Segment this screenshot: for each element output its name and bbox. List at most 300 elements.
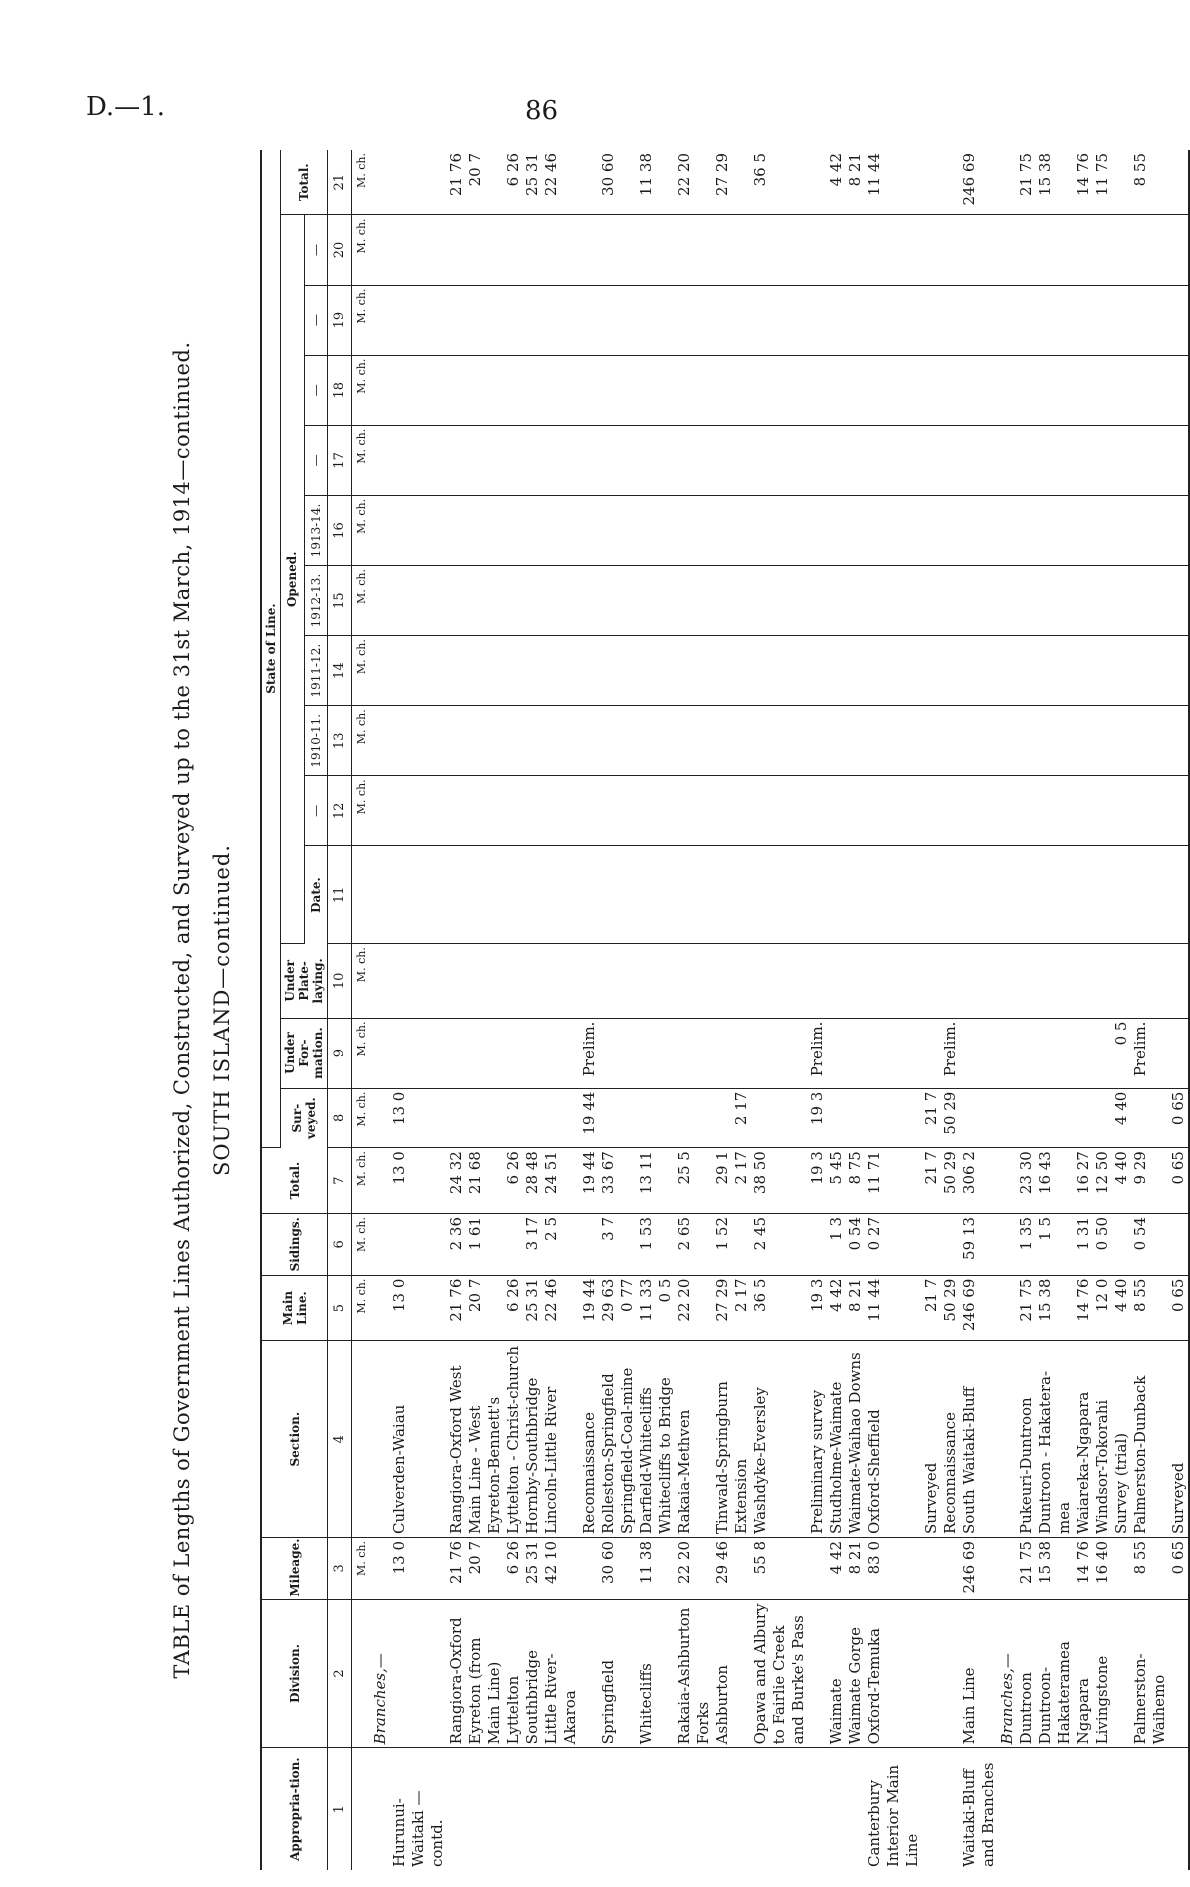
main-line-cell: 4 40 (1112, 1275, 1131, 1341)
opened-year-cell (751, 776, 808, 846)
opened-year-cell (637, 215, 656, 285)
opened-year-cell (580, 776, 599, 846)
col-number: 6 (328, 1214, 352, 1276)
sidings-cell: 2 5 (542, 1214, 580, 1276)
section-cell: Duntroon - Hakatera-mea (1036, 1341, 1074, 1538)
date-cell (1074, 846, 1093, 944)
opened-year-cell (1074, 285, 1093, 355)
unit-label: M. ch. (352, 355, 372, 425)
sidings-cell: 2 36 (447, 1214, 466, 1276)
main-line-cell: 21 76 (447, 1275, 466, 1341)
opened-year-cell (1036, 636, 1074, 706)
header-total-opened: Total. (281, 150, 328, 215)
opened-year-cell (504, 636, 523, 706)
opened-year-cell (1169, 355, 1189, 425)
surveyed-cell: 19 44 (580, 1088, 599, 1147)
opened-year-cell (523, 355, 542, 425)
opened-total-cell: 11 75 (1093, 150, 1112, 215)
under-formation-cell (371, 1018, 390, 1088)
section-cell: Rakaia-Methven (675, 1341, 713, 1538)
section-cell (998, 1341, 1017, 1538)
opened-year-cell (941, 636, 960, 706)
opened-year-cell (941, 495, 960, 565)
header-1913: 1913-14. (304, 495, 328, 565)
opened-total-cell (656, 150, 675, 215)
under-platelaying-cell (732, 944, 751, 1018)
opened-year-cell (656, 425, 675, 495)
col-number: 7 (328, 1148, 352, 1214)
opened-year-cell (998, 425, 1017, 495)
header-col-17: — (304, 425, 328, 495)
under-platelaying-cell (1093, 944, 1112, 1018)
opened-year-cell (542, 215, 580, 285)
opened-year-cell (960, 285, 998, 355)
mileage-cell: 25 31 (523, 1538, 542, 1600)
opened-year-cell (751, 706, 808, 776)
under-formation-cell (675, 1018, 713, 1088)
under-platelaying-cell (1036, 944, 1074, 1018)
total-cell: 21 68 (466, 1148, 504, 1214)
appropriation-cell (1112, 1748, 1131, 1870)
opened-year-cell (523, 566, 542, 636)
opened-year-cell (1112, 425, 1131, 495)
mileage-cell: 0 65 (1169, 1538, 1189, 1600)
opened-year-cell (865, 215, 922, 285)
division-cell: Eyreton (from Main Line) (466, 1599, 504, 1748)
total-cell: 8 75 (846, 1148, 865, 1214)
opened-year-cell (732, 706, 751, 776)
opened-year-cell (599, 776, 618, 846)
division-cell: Oxford-Temuka (865, 1599, 922, 1748)
main-line-cell: 50 29 (941, 1275, 960, 1341)
opened-year-cell (713, 566, 732, 636)
sidings-cell: 1 61 (466, 1214, 504, 1276)
table-row (1169, 150, 1189, 1870)
surveyed-cell: 19 3 (808, 1088, 827, 1147)
opened-year-cell (371, 776, 390, 846)
division-cell (656, 1599, 675, 1748)
unit-label: M. ch. (352, 285, 372, 355)
opened-year-cell (846, 706, 865, 776)
opened-total-cell (371, 150, 390, 215)
under-platelaying-cell (447, 944, 466, 1018)
opened-year-cell (580, 425, 599, 495)
section-cell: Windsor-Tokorahi (1093, 1341, 1112, 1538)
mileage-cell (580, 1538, 599, 1600)
header-under-platelaying: Under Plate-laying. (281, 944, 328, 1018)
date-cell (960, 846, 998, 944)
table-row (713, 150, 732, 1870)
appropriation-cell: Canterbury Interior Main Line (865, 1764, 921, 1867)
section-cell: Surveyed (922, 1341, 941, 1538)
opened-year-cell (808, 706, 827, 776)
division-cell: Main Line (960, 1599, 998, 1748)
opened-year-cell (1074, 495, 1093, 565)
opened-year-cell (846, 425, 865, 495)
opened-year-cell (846, 285, 865, 355)
main-line-cell: 2 17 (732, 1275, 751, 1341)
main-line-cell: 22 20 (675, 1275, 713, 1341)
date-cell (580, 846, 599, 944)
header-surveyed: Sur-veyed. (281, 1088, 328, 1147)
opened-year-cell (922, 636, 941, 706)
table-head (261, 150, 371, 1870)
mileage-cell: 29 46 (713, 1538, 732, 1600)
opened-total-cell: 21 76 (447, 150, 466, 215)
under-formation-cell: Prelim. (941, 1018, 960, 1088)
mileage-cell: 55 8 (751, 1538, 808, 1600)
under-formation-cell (846, 1018, 865, 1088)
col-number: 10 (328, 944, 352, 1018)
opened-year-cell (523, 706, 542, 776)
division-cell (922, 1599, 941, 1748)
sidings-cell: 3 17 (523, 1214, 542, 1276)
main-line-cell: 8 55 (1131, 1275, 1169, 1341)
table-row (865, 150, 922, 1870)
under-platelaying-cell (542, 944, 580, 1018)
col-number: 1 (328, 1748, 352, 1870)
surveyed-cell (637, 1088, 656, 1147)
opened-year-cell (1169, 215, 1189, 285)
under-platelaying-cell (580, 944, 599, 1018)
table-row (675, 150, 713, 1870)
opened-year-cell (675, 706, 713, 776)
mileage-cell: 16 40 (1093, 1538, 1112, 1600)
date-cell (618, 846, 637, 944)
column-number-row (328, 150, 352, 1870)
opened-year-cell (1017, 776, 1036, 846)
main-line-cell: 12 0 (1093, 1275, 1112, 1341)
sidings-cell (808, 1214, 827, 1276)
appropriation-cell (523, 1748, 542, 1870)
opened-year-cell (827, 495, 846, 565)
section-cell: Oxford-Sheffield (865, 1341, 922, 1538)
surveyed-cell (1131, 1088, 1169, 1147)
opened-year-cell (998, 566, 1017, 636)
opened-year-cell (941, 706, 960, 776)
division-cell: Duntroon (1017, 1599, 1036, 1748)
table-row (960, 150, 998, 1870)
sidings-cell: 1 35 (1017, 1214, 1036, 1276)
section-cell: Springfield-Coal-mine (618, 1341, 637, 1538)
unit-label: M. ch. (352, 566, 372, 636)
under-platelaying-cell (960, 944, 998, 1018)
division-cell: Rangiora-Oxford (447, 1599, 466, 1748)
opened-year-cell (1112, 355, 1131, 425)
opened-year-cell (656, 706, 675, 776)
main-line-cell: 0 5 (656, 1275, 675, 1341)
sidings-cell (504, 1214, 523, 1276)
under-platelaying-cell (637, 944, 656, 1018)
unit-label: M. ch. (352, 706, 372, 776)
unit-label: M. ch. (352, 1538, 372, 1600)
opened-year-cell (922, 355, 941, 425)
opened-year-cell (808, 636, 827, 706)
main-line-cell: 13 0 (390, 1275, 447, 1341)
main-line-cell (371, 1275, 390, 1341)
under-platelaying-cell (371, 944, 390, 1018)
appropriation-cell (542, 1748, 580, 1870)
appropriation-cell (1131, 1748, 1169, 1870)
opened-year-cell (1093, 355, 1112, 425)
opened-year-cell (466, 776, 504, 846)
opened-year-cell (542, 776, 580, 846)
appropriation-cell (580, 1748, 599, 1870)
opened-year-cell (1131, 355, 1169, 425)
section-cell: Whitecliffs to Bridge (656, 1341, 675, 1538)
opened-year-cell (504, 285, 523, 355)
mileage-cell: 246 69 (960, 1538, 998, 1600)
opened-year-cell (542, 566, 580, 636)
date-cell (466, 846, 504, 944)
total-cell: 16 43 (1036, 1148, 1074, 1214)
date-cell (599, 846, 618, 944)
under-formation-cell (637, 1018, 656, 1088)
table-row (1017, 150, 1036, 1870)
total-cell: 19 3 (808, 1148, 827, 1214)
under-formation-cell (732, 1018, 751, 1088)
division-cell (1169, 1599, 1189, 1748)
sidings-cell: 3 7 (599, 1214, 618, 1276)
section-cell: Rolleston-Springfield (599, 1341, 618, 1538)
appropriation-cell (1017, 1748, 1036, 1870)
opened-year-cell (922, 215, 941, 285)
total-cell: 33 67 (599, 1148, 618, 1214)
opened-year-cell (751, 636, 808, 706)
opened-year-cell (827, 706, 846, 776)
date-cell (808, 846, 827, 944)
division-cell: Southbridge (523, 1599, 542, 1748)
opened-total-cell (618, 150, 637, 215)
unit-label: M. ch. (352, 1275, 372, 1341)
section-cell: Washdyke-Eversley (751, 1341, 808, 1538)
appropriation-cell (637, 1748, 656, 1870)
opened-year-cell (675, 215, 713, 285)
page-number: 86 (525, 96, 559, 126)
main-line-cell: 246 69 (960, 1275, 998, 1341)
surveyed-cell (960, 1088, 998, 1147)
opened-year-cell (1093, 566, 1112, 636)
table-row (827, 150, 846, 1870)
appropriation-cell (751, 1748, 808, 1870)
sidings-cell (1169, 1214, 1189, 1276)
section-cell: South Waitaki-Bluff (960, 1341, 998, 1538)
opened-year-cell (504, 215, 523, 285)
col-number: 11 (328, 846, 352, 944)
unit-label: M. ch. (352, 776, 372, 846)
opened-year-cell (580, 215, 599, 285)
under-platelaying-cell (865, 944, 922, 1018)
opened-year-cell (922, 495, 941, 565)
opened-year-cell (1131, 425, 1169, 495)
main-line-cell: 0 77 (618, 1275, 637, 1341)
date-cell (1036, 846, 1074, 944)
opened-year-cell (1017, 355, 1036, 425)
date-cell (447, 846, 466, 944)
opened-total-cell: 25 31 (523, 150, 542, 215)
opened-total-cell (1112, 150, 1131, 215)
date-cell (751, 846, 808, 944)
opened-year-cell (1093, 776, 1112, 846)
opened-year-cell (1112, 706, 1131, 776)
total-cell: 28 48 (523, 1148, 542, 1214)
opened-year-cell (580, 355, 599, 425)
opened-year-cell (1017, 706, 1036, 776)
opened-year-cell (523, 285, 542, 355)
opened-year-cell (998, 776, 1017, 846)
opened-year-cell (1074, 566, 1093, 636)
appropriation-cell (371, 1748, 390, 1870)
opened-year-cell (523, 495, 542, 565)
opened-year-cell (1017, 566, 1036, 636)
opened-year-cell (713, 636, 732, 706)
opened-year-cell (618, 776, 637, 846)
opened-year-cell (542, 355, 580, 425)
col-number: 14 (328, 636, 352, 706)
main-line-cell: 20 7 (466, 1275, 504, 1341)
under-platelaying-cell (827, 944, 846, 1018)
table-row (656, 150, 675, 1870)
opened-year-cell (466, 285, 504, 355)
opened-year-cell (618, 425, 637, 495)
sidings-cell: 2 45 (751, 1214, 808, 1276)
under-platelaying-cell (846, 944, 865, 1018)
table-row (808, 150, 827, 1870)
opened-year-cell (1112, 566, 1131, 636)
opened-year-cell (846, 776, 865, 846)
opened-year-cell (504, 425, 523, 495)
opened-year-cell (637, 706, 656, 776)
appropriation-cell (466, 1748, 504, 1870)
unit-label: M. ch. (352, 1214, 372, 1276)
under-platelaying-cell (808, 944, 827, 1018)
under-platelaying-cell (998, 944, 1017, 1018)
mileage-cell (656, 1538, 675, 1600)
sidings-cell (1112, 1214, 1131, 1276)
opened-year-cell (466, 355, 504, 425)
surveyed-cell: 2 17 (732, 1088, 751, 1147)
division-cell (941, 1599, 960, 1748)
under-formation-cell: 0 5 (1112, 1018, 1131, 1088)
mileage-cell (998, 1538, 1017, 1600)
under-formation-cell (523, 1018, 542, 1088)
opened-year-cell (390, 706, 447, 776)
sidings-cell: 0 54 (1131, 1214, 1169, 1276)
section-cell: Lincoln-Little River (542, 1341, 580, 1538)
main-line-cell: 4 42 (827, 1275, 846, 1341)
total-cell: 4 40 (1112, 1148, 1131, 1214)
opened-year-cell (504, 776, 523, 846)
under-platelaying-cell (1112, 944, 1131, 1018)
opened-year-cell (713, 776, 732, 846)
col-number: 9 (328, 1018, 352, 1088)
division-cell: Lyttelton (504, 1599, 523, 1748)
opened-year-cell (922, 566, 941, 636)
opened-year-cell (618, 355, 637, 425)
opened-total-cell (1169, 150, 1189, 215)
unit-label: M. ch. (352, 425, 372, 495)
opened-year-cell (808, 776, 827, 846)
opened-year-cell (1074, 706, 1093, 776)
date-cell (1093, 846, 1112, 944)
mileage-cell: 22 20 (675, 1538, 713, 1600)
opened-year-cell (580, 495, 599, 565)
opened-year-cell (447, 355, 466, 425)
opened-year-cell (732, 355, 751, 425)
sidings-cell (618, 1214, 637, 1276)
date-cell (865, 846, 922, 944)
under-formation-cell (865, 1018, 922, 1088)
opened-year-cell (1131, 495, 1169, 565)
opened-year-cell (1093, 636, 1112, 706)
date-cell (1112, 846, 1131, 944)
date-cell (827, 846, 846, 944)
header-1911: 1911-12. (304, 636, 328, 706)
opened-year-cell (371, 355, 390, 425)
opened-year-cell (580, 636, 599, 706)
sidings-cell (732, 1214, 751, 1276)
date-cell (371, 846, 390, 944)
opened-year-cell (390, 215, 447, 285)
opened-year-cell (808, 215, 827, 285)
opened-year-cell (998, 355, 1017, 425)
under-formation-cell: Prelim. (808, 1018, 827, 1088)
sidings-cell (656, 1214, 675, 1276)
table-subtitle: SOUTH ISLAND—continued. (210, 844, 234, 1176)
mileage-cell: 11 38 (637, 1538, 656, 1600)
sidings-cell: 0 54 (846, 1214, 865, 1276)
total-cell: 12 50 (1093, 1148, 1112, 1214)
opened-year-cell (732, 636, 751, 706)
opened-year-cell (922, 425, 941, 495)
surveyed-cell (466, 1088, 504, 1147)
opened-year-cell (827, 215, 846, 285)
col-number: 21 (328, 150, 352, 215)
opened-year-cell (808, 495, 827, 565)
main-line-cell: 22 46 (542, 1275, 580, 1341)
appropriation-cell (656, 1748, 675, 1870)
total-cell: 9 29 (1131, 1148, 1169, 1214)
opened-year-cell (618, 706, 637, 776)
table-row (371, 150, 390, 1870)
section-cell: Darfield-Whitecliffs (637, 1341, 656, 1538)
mileage-cell: 8 21 (846, 1538, 865, 1600)
opened-year-cell (447, 636, 466, 706)
opened-year-cell (637, 776, 656, 846)
table-row (466, 150, 504, 1870)
col-number: 19 (328, 285, 352, 355)
total-cell: 6 26 (504, 1148, 523, 1214)
total-cell: 29 1 (713, 1148, 732, 1214)
opened-year-cell (941, 425, 960, 495)
opened-total-cell (808, 150, 827, 215)
opened-year-cell (371, 495, 390, 565)
sidings-cell: 2 65 (675, 1214, 713, 1276)
appropriation-cell (1169, 1748, 1189, 1870)
col-number: 3 (328, 1538, 352, 1600)
mileage-cell: 42 10 (542, 1538, 580, 1600)
under-platelaying-cell (751, 944, 808, 1018)
opened-year-cell (846, 215, 865, 285)
opened-year-cell (941, 776, 960, 846)
total-cell: 50 29 (941, 1148, 960, 1214)
surveyed-cell (523, 1088, 542, 1147)
opened-year-cell (865, 706, 922, 776)
main-line-cell (998, 1275, 1017, 1341)
opened-year-cell (865, 566, 922, 636)
section-cell: Studholme-Waimate (827, 1341, 846, 1538)
total-cell (618, 1148, 637, 1214)
